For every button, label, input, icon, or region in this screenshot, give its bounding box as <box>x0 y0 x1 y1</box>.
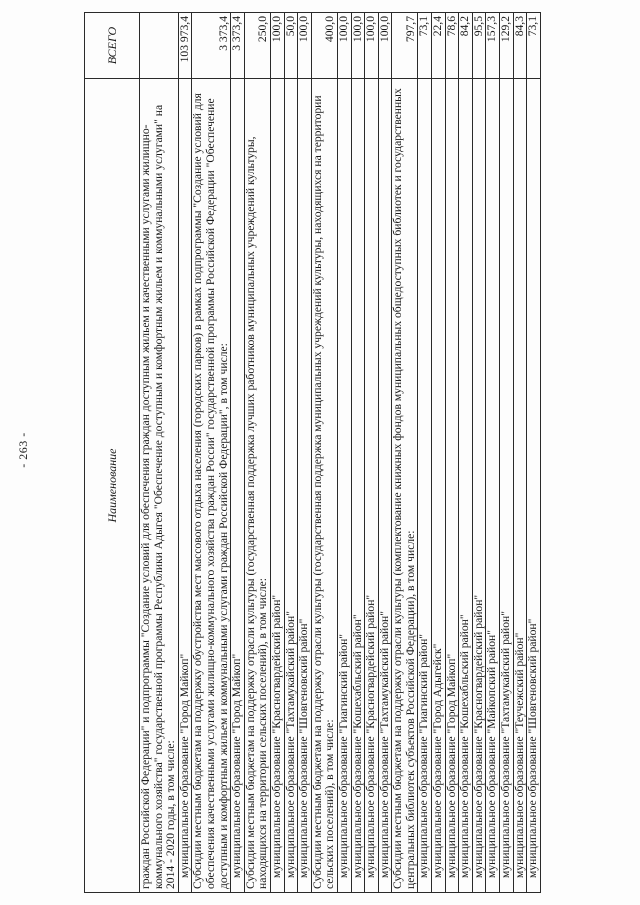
row-name: Субсидии местным бюджетам на поддержку отрасли культуры (комплектование книжных фондов муниципальных общедоступных библиотек и государственных центральных библиотек субъектов Российской Федерации), в том числе: <box>392 79 418 893</box>
table-row <box>445 13 459 893</box>
row-name: муниципальное образование "Красногвардейский район" <box>365 79 379 893</box>
row-name: муниципальное образование "Шовгеновский район" <box>298 79 312 893</box>
budget-table <box>84 12 541 893</box>
row-name: муниципальное образование "Город Майкоп" <box>231 79 245 893</box>
table-row <box>513 13 527 893</box>
row-total: 3 373,4 <box>192 13 231 79</box>
row-total: 50,0 <box>284 13 298 79</box>
row-total: 73,1 <box>418 13 432 79</box>
row-name: муниципальное образование "Гиагинский район" <box>418 79 432 893</box>
row-total: 22,4 <box>432 13 446 79</box>
table-row <box>500 13 514 893</box>
row-name: муниципальное образование "Тахтамукайский район" <box>500 79 514 893</box>
row-name: муниципальное образование "Город Майкоп" <box>445 79 459 893</box>
table-row <box>472 13 486 893</box>
row-total: 100,0 <box>378 13 392 79</box>
page-number: - 263 - <box>16 432 30 468</box>
row-total: 73,1 <box>527 13 541 79</box>
row-total: 95,5 <box>472 13 486 79</box>
table-row <box>178 13 192 893</box>
row-name: Субсидии местным бюджетам на поддержку отрасли культуры (государственная поддержка муниципальных учреждений культуры, находящихся на территории сельских поселений), в том числе: <box>311 79 337 893</box>
table-row <box>337 13 351 893</box>
row-total: 100,0 <box>270 13 284 79</box>
row-total: 100,0 <box>351 13 365 79</box>
row-total: 129,2 <box>500 13 514 79</box>
row-name: Субсидии местным бюджетам на поддержку отрасли культуры (государственная поддержка лучших работников муниципальных учреждений культуры, находящихся на территории сельских поселений), в том числе: <box>244 79 270 893</box>
row-total <box>140 13 179 79</box>
table-row <box>284 13 298 893</box>
header-name: Наименование <box>85 79 140 893</box>
table-row <box>298 13 312 893</box>
row-total: 250,0 <box>244 13 270 79</box>
row-name: муниципальное образование "Гиагинский район" <box>337 79 351 893</box>
table-row <box>392 13 418 893</box>
row-total: 100,0 <box>337 13 351 79</box>
row-name: Субсидии местным бюджетам на поддержку обустройства мест массового отдыха населения (городских парков) в рамках подпрограммы "Создание условий для обеспечения качественными услугами жилищно-коммунального хозяйства граждан России" государственной программы Российской Федерации "Обеспечение доступным и комфортным жильем и коммунальными услугами граждан Российской Федерации", в том числе: <box>192 79 231 893</box>
table-body <box>140 13 541 893</box>
row-total: 84,3 <box>513 13 527 79</box>
header-row <box>85 13 140 893</box>
table-row <box>192 13 231 893</box>
row-total: 797,7 <box>392 13 418 79</box>
row-total: 84,2 <box>459 13 473 79</box>
row-total: 103 973,4 <box>178 13 192 79</box>
table-row <box>418 13 432 893</box>
header-total: ВСЕГО <box>85 13 140 79</box>
row-name: муниципальное образование "Майкопский район" <box>486 79 500 893</box>
table-row <box>486 13 500 893</box>
row-total: 157,3 <box>486 13 500 79</box>
row-name: муниципальное образование "Шовгеновский район" <box>527 79 541 893</box>
row-name: муниципальное образование "Город Майкоп" <box>178 79 192 893</box>
table-row <box>244 13 270 893</box>
row-total: 3 373,4 <box>231 13 245 79</box>
table-row <box>311 13 337 893</box>
table-row <box>231 13 245 893</box>
row-name: муниципальное образование "Кошехабльский район" <box>459 79 473 893</box>
row-name: муниципальное образование "Тахтамукайский район" <box>378 79 392 893</box>
table-row <box>527 13 541 893</box>
row-name: муниципальное образование "Красногвардейский район" <box>270 79 284 893</box>
row-name: граждан Российской Федерации" и подпрограммы "Создание условий для обеспечения граждан доступным жильем и качественными услугами жилищно-коммунального хозяйства" государственной программы Республики Адыгея "Обеспечение доступным и комфортным жильем и коммунальными услугами" на 2014 - 2020 годы, в том числе: <box>140 79 179 893</box>
table-row <box>270 13 284 893</box>
table-row <box>351 13 365 893</box>
table-row <box>378 13 392 893</box>
row-total: 400,0 <box>311 13 337 79</box>
table-row <box>140 13 179 893</box>
row-total: 78,6 <box>445 13 459 79</box>
table-row <box>459 13 473 893</box>
row-name: муниципальное образование "Теучежский район" <box>513 79 527 893</box>
table-header <box>85 13 140 893</box>
row-total: 100,0 <box>298 13 312 79</box>
row-total: 100,0 <box>365 13 379 79</box>
row-name: муниципальное образование "Тахтамукайский район" <box>284 79 298 893</box>
row-name: муниципальное образование "Кошехабльский район" <box>351 79 365 893</box>
row-name: муниципальное образование "Город Адыгейск" <box>432 79 446 893</box>
row-name: муниципальное образование "Красногвардейский район" <box>472 79 486 893</box>
table-row <box>365 13 379 893</box>
table-row <box>432 13 446 893</box>
